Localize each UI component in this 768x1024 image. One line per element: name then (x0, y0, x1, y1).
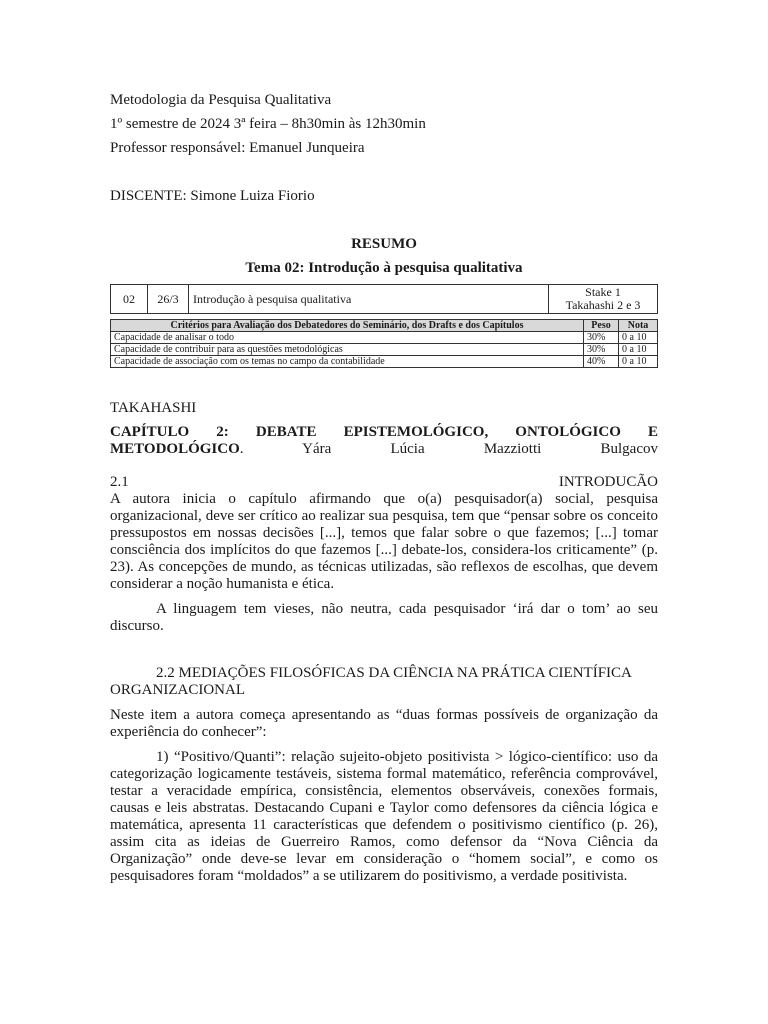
weight-cell: 40% (584, 356, 619, 368)
chapter-heading (110, 424, 658, 458)
summary-title: RESUMO (351, 236, 417, 252)
chapter-title: CAPÍTULO 2: DEBATE EPISTEMOLÓGICO, ONTOLÓGICO E METODOLÓGICO (110, 424, 658, 457)
grade-cell: 0 a 10 (619, 332, 658, 344)
weight-cell: 30% (584, 332, 619, 344)
schedule-num: 02 (111, 285, 148, 314)
paragraph: 1) “Positivo/Quanti”: relação sujeito-objeto positivista > lógico-científico: uso da categorização logicamente testáveis, sistema formal matemático, referência comprovável, testar a veracidade empírica, consistência, elementos observáveis, conexões formais, causas e leis abstratas. Destacando Cupani e Taylor como defensores da ciência lógica e matemática, apresenta 11 características que defendem o positivismo científico (p. 26), assim cita as ideias de Guerreiro Ramos, como defensor da “Nova Ciência da Organização” onde deve-se levar em consideração o “homem social”, e como os pesquisadores foram “moldados” a se utilizarem do positivismo, a verdade positivista. (110, 749, 658, 884)
schedule-date: 26/3 (148, 285, 189, 314)
paragraph: A autora inicia o capítulo afirmando que o(a) pesquisador(a) social, pesquisa organizacional, deve ser crítico ao realizar sua pesquisa, tem que “pensar sobre os conceito pressupostos em nossas decisões [...], temos que falar sobre o que fazemos; [...] tomar consciência dos implícitos do que fazemos [...] debate-los, considera-los criticamente” (p. 23). As concepções de mundo, as técnicas utilizadas, são reflexos de escolhas, que devem considerar a noção humanista e ética. (110, 491, 658, 592)
reading-2: Takahashi 2 e 3 (565, 298, 641, 312)
table-row (111, 344, 658, 356)
criteria-cell: Capacidade de associação com os temas no campo da contabilidade (111, 356, 584, 368)
criteria-cell: Capacidade de contribuir para as questões metodológicas (111, 344, 584, 356)
summary-theme: Tema 02: Introdução à pesquisa qualitativa (245, 260, 523, 276)
student-line: DISCENTE: Simone Luiza Fiorio (110, 188, 315, 204)
section-title: INTRODUCÃO (558, 474, 658, 490)
course-schedule: 1º semestre de 2024 3ª feira – 8h30min às 12h30min (110, 116, 426, 132)
criteria-header: Critérios para Avaliação dos Debatedores do Seminário, dos Drafts e dos Capítulos (111, 320, 584, 332)
grade-header: Nota (619, 320, 658, 332)
paragraph: A linguagem tem vieses, não neutra, cada pesquisador ‘irá dar o tom’ ao seu discurso. (110, 601, 658, 634)
section-number: 2.1 (110, 474, 129, 490)
course-title: Metodologia da Pesquisa Qualitativa (110, 92, 332, 108)
section-2-1-heading (110, 474, 658, 491)
schedule-readings (549, 285, 658, 314)
document-content (110, 92, 658, 885)
chapter-author: . Yára Lúcia Mazziotti Bulgacov (239, 441, 658, 457)
weight-header: Peso (584, 320, 619, 332)
paragraph: Neste item a autora começa apresentando as “duas formas possíveis de organização da experiência do conhecer”: (110, 707, 658, 740)
table-row (111, 332, 658, 344)
criteria-table (110, 319, 658, 368)
schedule-table (110, 284, 658, 314)
author-heading: TAKAHASHI (110, 400, 197, 416)
table-row (111, 285, 658, 314)
professor-line: Professor responsável: Emanuel Junqueira (110, 140, 365, 156)
reading-1: Stake 1 (585, 285, 621, 299)
table-row (111, 356, 658, 368)
criteria-cell: Capacidade de analisar o todo (111, 332, 584, 344)
grade-cell: 0 a 10 (619, 356, 658, 368)
weight-cell: 30% (584, 344, 619, 356)
table-header-row (111, 320, 658, 332)
grade-cell: 0 a 10 (619, 344, 658, 356)
section-2-2-heading: 2.2 MEDIAÇÕES FILOSÓFICAS DA CIÊNCIA NA PRÁTICA CIENTÍFICA ORGANIZACIONAL (110, 665, 632, 698)
schedule-topic: Introdução à pesquisa qualitativa (189, 285, 549, 314)
